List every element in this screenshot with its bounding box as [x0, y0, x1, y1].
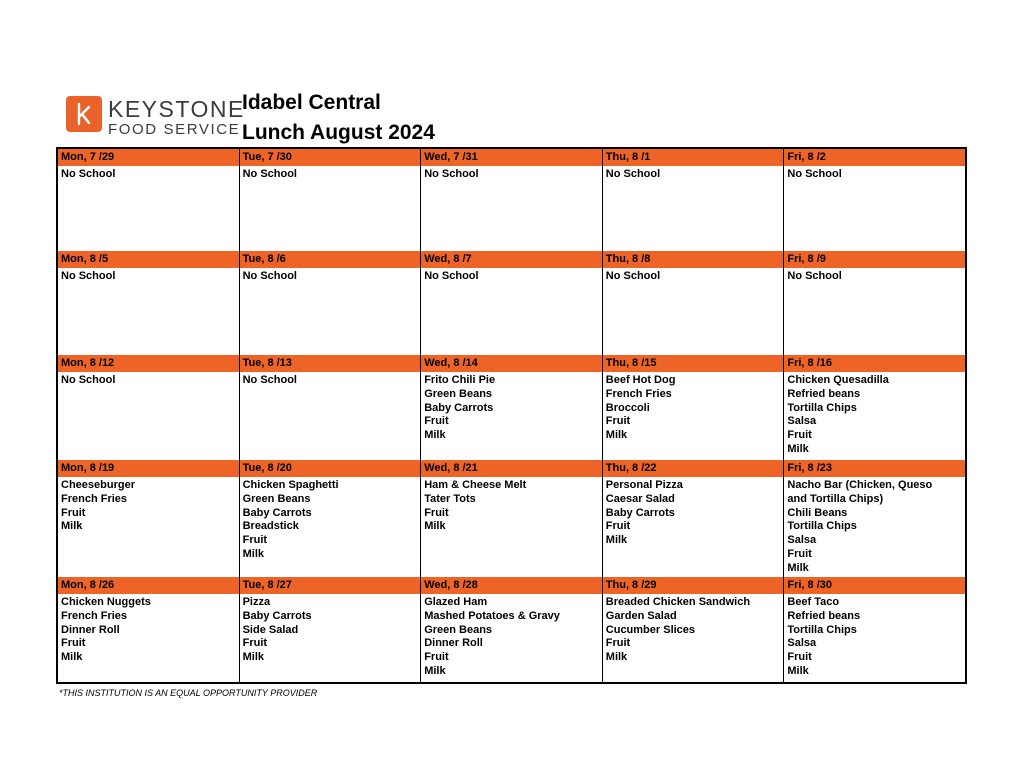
- menu-item: Milk: [787, 664, 809, 677]
- day-date: Thu, 8 /22: [603, 460, 784, 477]
- day-date: Wed, 8 /14: [421, 355, 602, 372]
- day-cell: [239, 577, 421, 682]
- week-row: [58, 577, 965, 682]
- day-date: Wed, 8 /7: [421, 251, 602, 268]
- menu-items: [421, 477, 602, 577]
- day-cell: [58, 577, 239, 682]
- menu-items: [603, 594, 784, 682]
- menu-item: No School: [61, 270, 116, 282]
- menu-item: Salsa: [787, 637, 817, 650]
- menu-items: [240, 594, 421, 682]
- day-date: Mon, 8 /12: [58, 355, 239, 372]
- day-cell: [420, 577, 602, 682]
- menu-item: Milk: [787, 561, 809, 574]
- menu-items: [784, 372, 965, 460]
- day-cell: [420, 251, 602, 355]
- day-cell: [58, 355, 239, 460]
- menu-item: Fruit: [424, 506, 449, 519]
- menu-item: Frito Chili Pie: [424, 374, 496, 386]
- menu-title: Lunch August 2024: [242, 121, 435, 144]
- menu-item: Mashed Potatoes & Gravy: [424, 609, 560, 622]
- week-row: [58, 355, 965, 460]
- menu-items: [58, 268, 239, 355]
- menu-item: Milk: [242, 651, 264, 664]
- menu-item: No School: [242, 270, 297, 282]
- menu-item: Milk: [61, 651, 83, 664]
- day-date: Mon, 8 /19: [58, 460, 239, 477]
- menu-item: Cheeseburger: [61, 479, 135, 491]
- day-cell: [602, 251, 784, 355]
- day-cell: [58, 251, 239, 355]
- menu-item: No School: [787, 168, 842, 180]
- menu-items: [784, 268, 965, 355]
- menu-item: Beef Taco: [787, 596, 840, 608]
- day-cell: [602, 577, 784, 682]
- day-cell: [783, 460, 965, 577]
- day-cell: [602, 460, 784, 577]
- menu-items: [240, 166, 421, 251]
- menu-items: [603, 372, 784, 460]
- day-date: Fri, 8 /23: [784, 460, 965, 477]
- menu-item: Baby Carrots: [242, 506, 312, 519]
- day-cell: [239, 355, 421, 460]
- menu-items: [421, 372, 602, 460]
- menu-item: Dinner Roll: [61, 623, 120, 636]
- menu-item: No School: [61, 374, 116, 386]
- menu-item: Salsa: [787, 415, 817, 428]
- menu-item: Refried beans: [787, 387, 861, 400]
- menu-item: French Fries: [605, 387, 672, 400]
- menu-items: [240, 477, 421, 577]
- menu-items: [58, 372, 239, 460]
- menu-item: Milk: [605, 534, 628, 547]
- day-date: Thu, 8 /29: [603, 577, 784, 594]
- menu-item: Personal Pizza: [605, 479, 683, 491]
- menu-item: French Fries: [61, 609, 128, 622]
- day-date: Tue, 8 /20: [240, 460, 421, 477]
- menu-items: [240, 268, 421, 355]
- day-cell: [420, 355, 602, 460]
- menu-items: [58, 166, 239, 251]
- logo-subtitle: FOOD SERVICE: [108, 121, 241, 138]
- page-title: [242, 88, 435, 148]
- day-cell: [58, 460, 239, 577]
- week-row: [58, 149, 965, 251]
- menu-item: and Tortilla Chips): [787, 492, 884, 505]
- menu-items: [603, 477, 784, 577]
- menu-item: Beef Hot Dog: [605, 374, 676, 386]
- day-date: Mon, 8 /5: [58, 251, 239, 268]
- menu-item: Fruit: [787, 651, 812, 664]
- menu-item: Garden Salad: [605, 609, 677, 622]
- menu-item: Tortilla Chips: [787, 623, 857, 636]
- day-cell: [783, 355, 965, 460]
- menu-item: Chili Beans: [787, 506, 848, 519]
- day-date: Fri, 8 /2: [784, 149, 965, 166]
- menu-item: Fruit: [61, 637, 86, 650]
- menu-item: Fruit: [605, 415, 631, 428]
- menu-item: Salsa: [787, 534, 817, 547]
- menu-item: Milk: [424, 664, 446, 677]
- menu-item: Caesar Salad: [605, 492, 675, 505]
- menu-item: No School: [787, 270, 842, 282]
- day-cell: [783, 149, 965, 251]
- week-row: [58, 460, 965, 577]
- menu-item: Breaded Chicken Sandwich: [605, 596, 751, 608]
- menu-item: Baby Carrots: [605, 506, 675, 519]
- menu-calendar: [56, 147, 967, 684]
- menu-item: No School: [605, 270, 661, 282]
- menu-item: Baby Carrots: [424, 401, 494, 414]
- day-date: Tue, 7 /30: [240, 149, 421, 166]
- menu-item: Baby Carrots: [242, 609, 312, 622]
- menu-item: Milk: [787, 442, 809, 455]
- menu-item: No School: [424, 168, 479, 180]
- menu-item: Pizza: [242, 596, 271, 608]
- menu-item: Milk: [605, 651, 628, 664]
- day-cell: [602, 149, 784, 251]
- menu-item: No School: [242, 168, 297, 180]
- day-date: Wed, 7 /31: [421, 149, 602, 166]
- day-cell: [783, 577, 965, 682]
- menu-item: Milk: [424, 520, 446, 533]
- day-cell: [239, 251, 421, 355]
- menu-item: Milk: [242, 547, 264, 560]
- day-cell: [420, 460, 602, 577]
- menu-item: Fruit: [787, 429, 812, 442]
- menu-item: Milk: [424, 429, 446, 442]
- day-cell: [602, 355, 784, 460]
- menu-item: Fruit: [424, 651, 449, 664]
- menu-item: Tortilla Chips: [787, 520, 857, 533]
- menu-item: Green Beans: [424, 387, 493, 400]
- day-date: Fri, 8 /9: [784, 251, 965, 268]
- menu-item: Broccoli: [605, 401, 650, 414]
- menu-item: Fruit: [242, 534, 268, 547]
- menu-item: Chicken Spaghetti: [242, 479, 339, 491]
- keystone-k-icon: [66, 96, 102, 132]
- menu-item: Fruit: [787, 547, 812, 560]
- menu-items: [421, 166, 602, 251]
- day-date: Tue, 8 /13: [240, 355, 421, 372]
- page-header: [66, 88, 966, 146]
- menu-item: Green Beans: [424, 623, 493, 636]
- menu-item: Green Beans: [242, 492, 311, 505]
- menu-item: Chicken Quesadilla: [787, 374, 889, 386]
- school-name: Idabel Central: [242, 91, 381, 114]
- day-cell: [239, 149, 421, 251]
- day-date: Tue, 8 /6: [240, 251, 421, 268]
- day-date: Fri, 8 /30: [784, 577, 965, 594]
- menu-item: Cucumber Slices: [605, 623, 696, 636]
- menu-items: [421, 268, 602, 355]
- menu-items: [240, 372, 421, 460]
- menu-item: Refried beans: [787, 609, 861, 622]
- day-date: Thu, 8 /1: [603, 149, 784, 166]
- menu-item: Milk: [61, 520, 83, 533]
- day-date: Thu, 8 /8: [603, 251, 784, 268]
- day-date: Fri, 8 /16: [784, 355, 965, 372]
- menu-items: [421, 594, 602, 682]
- menu-item: Fruit: [61, 506, 86, 519]
- day-cell: [420, 149, 602, 251]
- menu-items: [603, 166, 784, 251]
- menu-item: No School: [605, 168, 661, 180]
- menu-items: [784, 594, 965, 682]
- menu-items: [784, 477, 965, 577]
- menu-item: No School: [424, 270, 479, 282]
- day-cell: [58, 149, 239, 251]
- footer-note: *THIS INSTITUTION IS AN EQUAL OPPORTUNITY PROVIDER: [59, 688, 318, 698]
- menu-item: Milk: [605, 429, 628, 442]
- menu-item: Fruit: [605, 637, 631, 650]
- menu-item: Tater Tots: [424, 492, 476, 505]
- menu-item: Breadstick: [242, 520, 299, 533]
- day-date: Thu, 8 /15: [603, 355, 784, 372]
- menu-item: Side Salad: [242, 623, 299, 636]
- menu-item: No School: [61, 168, 116, 180]
- menu-item: Nacho Bar (Chicken, Queso: [787, 479, 933, 491]
- menu-item: Fruit: [605, 520, 631, 533]
- menu-item: French Fries: [61, 492, 128, 505]
- week-row: [58, 251, 965, 355]
- menu-item: Fruit: [424, 415, 449, 428]
- keystone-logo: [66, 96, 245, 142]
- logo-name: KEYSTONE: [108, 96, 245, 122]
- menu-item: Fruit: [242, 637, 268, 650]
- day-cell: [239, 460, 421, 577]
- day-date: Wed, 8 /28: [421, 577, 602, 594]
- menu-items: [58, 477, 239, 577]
- day-date: Mon, 8 /26: [58, 577, 239, 594]
- day-date: Tue, 8 /27: [240, 577, 421, 594]
- menu-item: Tortilla Chips: [787, 401, 857, 414]
- menu-item: Ham & Cheese Melt: [424, 479, 527, 491]
- menu-items: [58, 594, 239, 682]
- menu-item: Glazed Ham: [424, 596, 488, 608]
- menu-items: [603, 268, 784, 355]
- menu-item: Chicken Nuggets: [61, 596, 151, 608]
- menu-item: Dinner Roll: [424, 637, 483, 650]
- day-cell: [783, 251, 965, 355]
- menu-items: [784, 166, 965, 251]
- day-date: Mon, 7 /29: [58, 149, 239, 166]
- menu-item: No School: [242, 374, 297, 386]
- day-date: Wed, 8 /21: [421, 460, 602, 477]
